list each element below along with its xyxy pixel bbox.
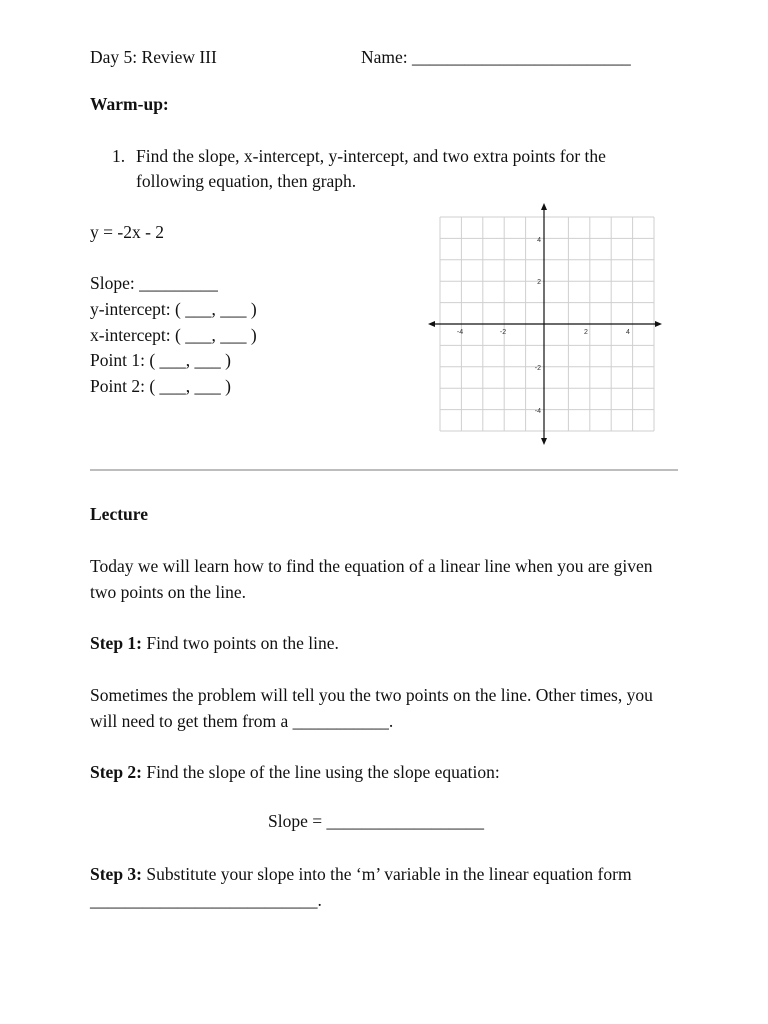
question-line-1: Find the slope, x-intercept, y-intercept, and two extra points for the: [136, 146, 606, 166]
x-intercept-blank[interactable]: x-intercept: ( ___, ___ ): [90, 325, 257, 345]
step-3-label: Step 3:: [90, 864, 143, 884]
x-tick-label: 2: [584, 329, 588, 336]
lecture-intro: Today we will learn how to find the equation of a linear line when you are given two points on the line.: [90, 556, 653, 602]
x-axis-right-arrow: [655, 321, 662, 327]
worksheet-title: Day 5: Review III: [90, 47, 217, 67]
warmup-heading: Warm-up:: [90, 94, 169, 114]
lecture-heading: Lecture: [90, 504, 148, 524]
x-tick-label: -2: [499, 329, 507, 336]
y-axis-bottom-arrow: [541, 438, 547, 445]
sometimes-paragraph: Sometimes the problem will tell you the two points on the line. Other times, you will need to get them from a ___________.: [90, 685, 653, 731]
coordinate-grid[interactable]: [426, 203, 666, 445]
y-tick-label: 2: [537, 279, 541, 286]
step-3: [90, 861, 680, 913]
step-2-text: Find the slope of the line using the slope equation:: [142, 762, 500, 782]
question-line-2: following equation, then graph.: [136, 171, 357, 191]
y-tick-label: 4: [537, 237, 541, 244]
y-tick-label: -2: [534, 365, 541, 372]
x-axis-left-arrow: [428, 321, 435, 327]
step-2: [90, 759, 680, 785]
step-1: [90, 630, 680, 656]
x-tick-label: -4: [456, 329, 464, 336]
y-axis-top-arrow: [541, 203, 547, 210]
slope-equation-blank[interactable]: Slope = __________________: [268, 811, 484, 831]
step-2-label: Step 2:: [90, 762, 143, 782]
slope-blank[interactable]: Slope: _________: [90, 273, 218, 293]
y-intercept-blank[interactable]: y-intercept: ( ___, ___ ): [90, 299, 257, 319]
question-number: 1.: [112, 146, 126, 166]
section-divider: [90, 469, 678, 471]
y-tick-label: -4: [534, 408, 541, 415]
name-field[interactable]: Name: _________________________: [361, 47, 631, 67]
equation: y = -2x - 2: [90, 222, 165, 242]
x-tick-label: 4: [626, 329, 630, 336]
point-1-blank[interactable]: Point 1: ( ___, ___ ): [90, 350, 231, 370]
step-1-label: Step 1:: [90, 633, 143, 653]
point-2-blank[interactable]: Point 2: ( ___, ___ ): [90, 376, 231, 396]
step-3-text: Substitute your slope into the ‘m’ variable in the linear equation form __________________________.: [90, 864, 632, 910]
step-1-text: Find two points on the line.: [142, 633, 339, 653]
